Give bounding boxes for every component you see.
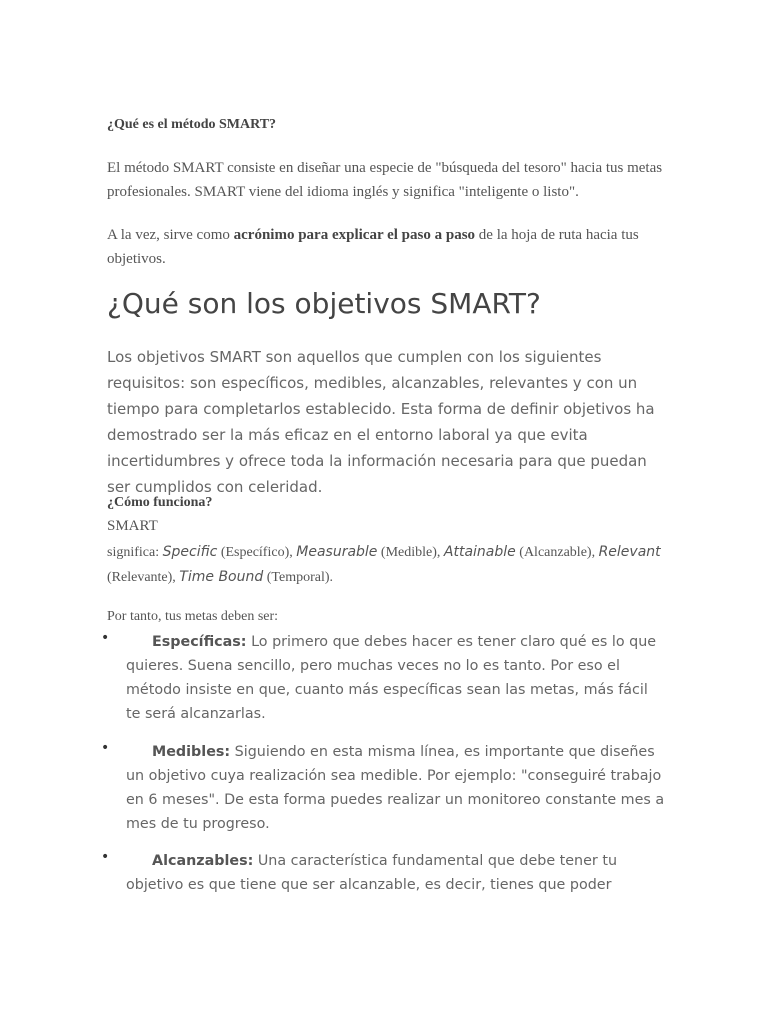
list-item-body: Lo primero que debes hacer es tener claro qué es lo que quieres. Suena sencillo, pero muchas veces no lo es tanto. Por eso el método insiste en que, cuanto más específicas sean las metas, más fácil te será alcanzarlas. (126, 634, 657, 722)
list-item-term: Específicas: (152, 634, 247, 650)
list-item-text (126, 849, 666, 897)
term-measurable-es: (Medible), (377, 545, 444, 560)
term-attainable-es: (Alcanzable), (515, 545, 599, 560)
term-relevant-es: (Relevante), (107, 570, 180, 585)
paragraph-metodo: El método SMART consiste en diseñar una especie de "búsqueda del tesoro" hacia tus metas profesionales. SMART viene del idioma inglés y significa "inteligente o listo". (107, 160, 663, 200)
main-heading: ¿Qué son los objetivos SMART? (107, 287, 541, 320)
list-item-body: Una característica fundamental que debe tener tu objetivo es que tiene que ser alcanzable, es decir, tienes que poder (126, 853, 618, 893)
bullet-marker: • (101, 630, 110, 646)
term-specific-es: (Específico), (217, 545, 297, 560)
section-heading-metodo: ¿Qué es el método SMART? (107, 117, 277, 132)
list-item-term: Medibles: (152, 744, 231, 760)
paragraph-acronimo-before: A la vez, sirve como (107, 227, 234, 243)
paragraph-por-tanto: Por tanto, tus metas deben ser: (107, 609, 279, 624)
term-timebound: Time Bound (179, 569, 264, 585)
paragraph-significa (107, 540, 662, 590)
bullet-marker: • (101, 740, 110, 756)
list-item-text (126, 630, 666, 726)
term-attainable: Attainable (443, 544, 516, 560)
paragraph-acronimo (107, 223, 667, 271)
list-item-text (126, 740, 666, 836)
significa-lead: significa: (107, 545, 163, 560)
term-relevant: Relevant (598, 544, 661, 560)
section-heading-funciona: ¿Cómo funciona? (107, 495, 213, 510)
paragraph-objetivos: Los objetivos SMART son aquellos que cumplen con los siguientes requisitos: son específicos, medibles, alcanzables, relevantes y con un tiempo para completarlos establecido. Esta forma de definir objetivos ha demostrado ser la más eficaz en el entorno laboral ya que evita incertidumbres y ofrece toda la información necesaria para que puedan ser cumplidos con celeridad. (107, 348, 655, 496)
paragraph-acronimo-bold: acrónimo para explicar el paso a paso (233, 227, 476, 243)
list-item-body: Siguiendo en esta misma línea, es importante que diseñes un objetivo cuya realización sea medible. Por ejemplo: "conseguiré trabajo en 6 meses". De esta forma puedes realizar un monitoreo constante mes a mes de tu progreso. (126, 744, 665, 832)
term-specific: Specific (162, 544, 218, 560)
term-timebound-es: (Temporal). (263, 570, 334, 585)
bullet-marker: • (101, 849, 110, 865)
paragraph-acronimo-after: de la hoja de ruta hacia tus objetivos. (107, 227, 639, 267)
list-item-term: Alcanzables: (152, 853, 254, 869)
term-measurable: Measurable (296, 544, 378, 560)
smart-label: SMART (107, 518, 158, 534)
